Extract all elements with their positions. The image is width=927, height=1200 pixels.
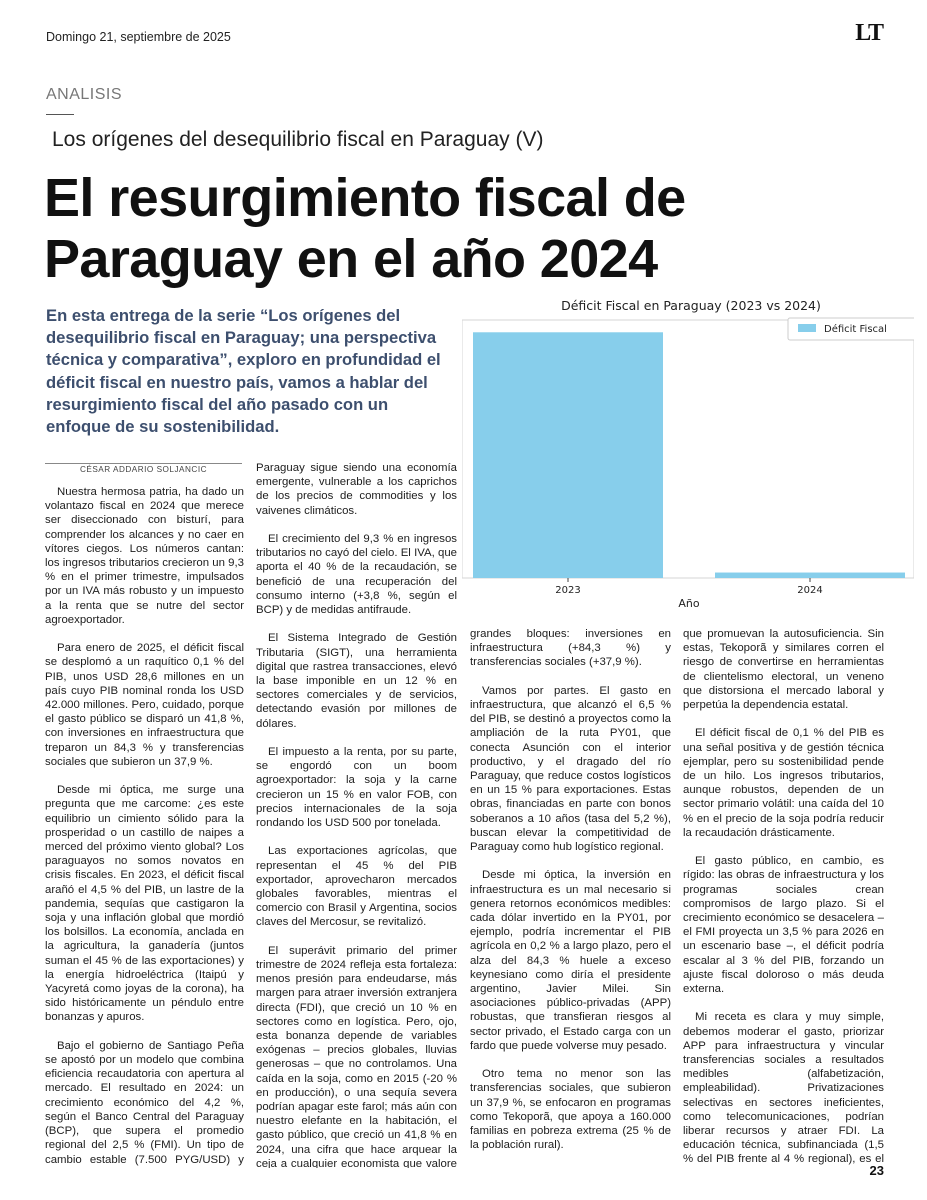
body-paragraph: Desde mi óptica, la inversión en infraestructura es un mal necesario si genera retornos económicos medibles: cada dólar invertido en la PY01, por ejemplo, podría incrementar el PIB agrícola en 0,2 % a largo plazo, pero el alza del 84,3 % huele a exceso keynesiano como diría el presidente argentino, Javier Milei. Sin asociaciones público-privadas (APP) robustas, que transfieran riesgos al sector privado, el Estado carga con un fardo que puede volverse muy pesado. [470,869,671,1052]
body-paragraph: Nuestra hermosa patria, ha dado un volantazo fiscal en 2024 que merece ser diseccionado con bisturí, para comprender los alcances y no caer en vítores ciegos. Los números cantan: los ingresos tributarios crecieron un 9,3 % en el primer trimestre, impulsados por un IVA más robusto y un impuesto a la renta que se nutre del sector agroexportador. [45,486,244,626]
body-paragraph: grandes bloques: inversiones en infraestructura (+84,3 %) y transferencias sociales (+37,9 %). [470,628,671,669]
article-column-2 [256,461,457,1168]
series-kicker: Los orígenes del desequilibrio fiscal en Paraguay (V) [52,128,544,151]
body-paragraph: Paraguay sigue siendo una economía emergente, vulnerable a los caprichos de los precios de commodities y los vaivenes climáticos. [256,462,457,517]
section-divider [46,114,74,115]
body-paragraph [470,1167,671,1168]
page-number: 23 [869,1163,884,1178]
article-lede: En esta entrega de la serie “Los orígenes del desequilibrio fiscal en Paraguay; una perspectiva técnica y comparativa”, exploro en profundidad el déficit fiscal en nuestro país, vamos a hablar del resurgimiento fiscal del año pasado con un enfoque de su sostenibilidad. [46,306,441,437]
body-paragraph: El déficit fiscal de 0,1 % del PIB es una señal positiva y de gestión técnica ejemplar, pero su sostenibilidad pende de un hilo. Los ingresos tributarios, aunque robustos, dependen de un sector primario volátil: una caída del 10 % en el precio de la soja podría reducir la recaudación drásticamente. [683,727,884,839]
chart-title: Déficit Fiscal en Paraguay (2023 vs 2024) [561,298,821,313]
article-column-1 [45,485,244,1168]
x-tick-label: 2024 [797,585,823,596]
bar-2023 [473,332,663,578]
body-paragraph: Vamos por partes. El gasto en infraestructura, que alcanzó el 6,5 % del PIB, se destinó a proyectos como la ampliación de la ruta PY01, que conecta Asunción con el interior productivo, y el dragado del río Paraguay, que reduce costos logísticos en un 15 % para exportaciones. Estas obras, financiadas en parte con bonos soberanos a 10 años (tasa del 5,2 %), buscan elevar la competitividad de Paraguay como hub logístico regional. [470,684,671,854]
body-paragraph: El Sistema Integrado de Gestión Tributaria (SIGT), una herramienta digital que rastrea transacciones, elevó la base imponible en un 12 % en sectores comerciales y de servicios, detectando evasión por millones de dólares. [256,632,457,730]
body-paragraph: Otro tema no menor son las transferencias sociales, que subieron un 37,9 %, se enfocaron en programas como Tekoporã, que apoya a 160.000 familias en pobreza extrema (25 % de la población rural). [470,1068,671,1152]
body-paragraph: Las exportaciones agrícolas, que representan el 45 % del PIB exportador, aprovecharon mercados globales favorables, mientras el comercio con Brasil y Argentina, socios claves del Mercosur, se revitalizó. [256,845,457,929]
article-headline: El resurgimiento fiscal de Paraguay en el año 2024 [44,168,686,289]
legend-label: Déficit Fiscal [824,324,887,335]
body-paragraph: Desde mi óptica, me surge una pregunta que me carcome: ¿es este equilibrio un cimiento sólido para la prosperidad o un castillo de naipes a merced del próximo viento global? Los paraguayos no somos novatos en crisis fiscales. En 2023, el déficit fiscal arañó el 4,5 % del PIB, un lastre de la pandemia, sequías que castigaron la soja y una inflación global que mordió los bolsillos. La economía, anclada en la agricultura, la ganadería (juntos suman el 45 % de las exportaciones) y la energía hidroeléctrica (Itaipú y Yacyretá como joyas de la corona), ha sido históricamente un péndulo entre bonanzas y apuros. [45,784,244,1024]
body-paragraph: El gasto público, en cambio, es rígido: las obras de infraestructura y los programas sociales crean compromisos de largo plazo. Si el crecimiento económico se desacelera – el FMI proyecta un 3,5 % para 2026 en un escenario base –, el déficit podría escalar al 3 % del PIB, forzando un ajuste fiscal doloroso o más deuda externa. [683,855,884,996]
section-label: ANALISIS [46,86,123,103]
chart-legend [788,318,914,340]
body-paragraph: El crecimiento del 9,3 % en ingresos tributarios no cayó del cielo. El IVA, que aporta el 40 % de la recaudación, se benefició de una recuperación del consumo interno (+3,8 %, según el BCP) y de medidas antifraude. [256,533,457,617]
body-paragraph: El superávit primario del primer trimestre de 2024 refleja esta fortaleza: menos presión para endeudarse, más margen para atraer inversión extranjera directa (FDI), que creció un 10 % en sectores como en logística. Pero, ojo, esta bonanza depende de variables exógenas – precios globales, lluvias generosas – que no controlamos. Una caída en la soja, como en 2015 (-20 % en producción), o una sequía severa podrían apagar este farol; más aún con nuestro elefante en la habitación, el gasto público, que creció un 41,8 % en 2024, una cifra que hace arquear la ceja a cualquier economista que valore [256,944,457,1168]
article-column-4 [683,627,884,1168]
body-paragraph: Mi receta es clara y muy simple, debemos moderar el gasto, priorizar APP para infraestructura y vincular transferencias sociales a resultados medibles (alfabetización, empleabilidad). Privatizaciones selectivas en sectores ineficientes, como telecomunicaciones, podrían liberar recursos y atraer FDI. La educación técnica, subfinanciada (1,5 % del PIB frente al 4 % regional), es el [683,1011,884,1166]
legend-swatch [798,324,816,332]
article-column-3 [470,627,671,1168]
author-byline: CÉSAR ADDARIO SOLJANCIC [45,463,242,474]
chart-x-axis-label: Año [678,597,700,610]
body-paragraph: que promuevan la autosuficiencia. Sin estas, Tekoporã y similares corren el riesgo de convertirse en herramientas de clientelismo electoral, un veneno que distorsiona el mercado laboral y perpetúa la dependencia estatal. [683,628,884,712]
body-paragraph: Bajo el gobierno de Santiago Peña se apostó por un modelo que combina eficiencia recaudatoria con apertura al mercado. El resultado en 2024: un crecimiento económico del 4,2 %, según el Banco Central del Paraguay (BCP), que supera el promedio regional del 2,5 % (FMI). Un tipo de cambio estable (7.500 PYG/USD) y [45,1039,244,1166]
deficit-bar-chart [462,290,914,615]
bar-2024 [715,573,905,578]
edition-date: Domingo 21, septiembre de 2025 [46,30,231,44]
body-paragraph: El impuesto a la renta, por su parte, se engordó con un boom agroexportador: la soja y la carne crecieron un 15 % en valor FOB, con precios internacionales de la soja rondando los USD 500 por tonelada. [256,746,457,830]
body-paragraph: Para enero de 2025, el déficit fiscal se desplomó a un raquítico 0,1 % del PIB, unos USD 28,6 millones en un país cuyo PIB nominal ronda los USD 42.000 millones. Pero, cuidado, porque el gasto público se disparó un 41,8 %, con inversiones en infraestructura que treparon un 84,3 % y transferencias sociales que subieron un 37,9 %. [45,642,244,768]
x-tick-label: 2023 [555,585,581,596]
newspaper-logo: LT [855,20,883,46]
